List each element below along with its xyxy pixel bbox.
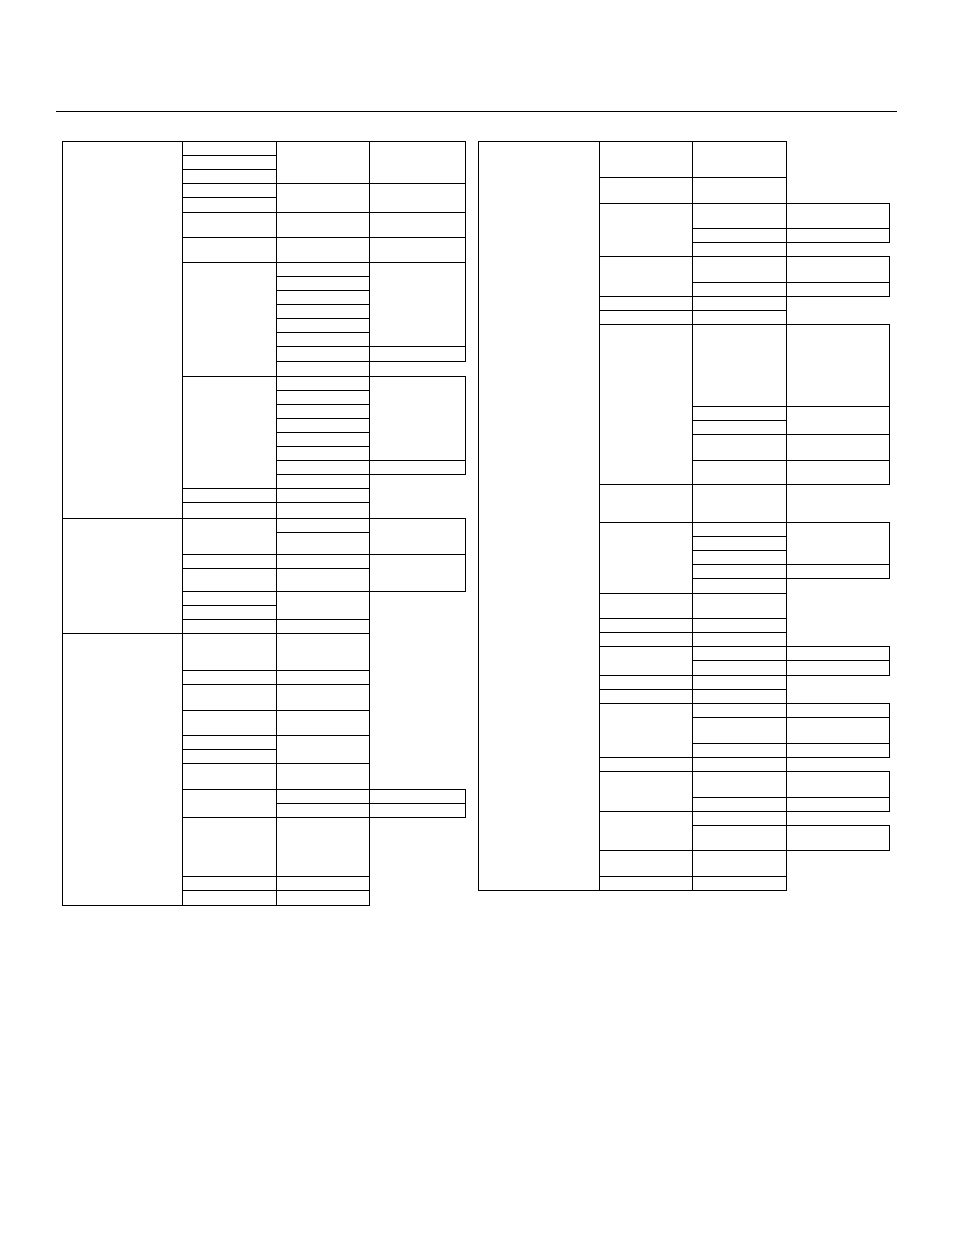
tree-cell bbox=[692, 296, 787, 311]
tree-cell bbox=[692, 850, 787, 877]
tree-cell bbox=[599, 310, 693, 325]
tree-cell bbox=[692, 550, 787, 565]
tree-cell bbox=[599, 484, 693, 523]
tree-cell bbox=[692, 522, 787, 537]
tree-cell bbox=[599, 689, 693, 704]
tree-cell bbox=[692, 660, 787, 676]
tree-cell bbox=[692, 141, 787, 178]
tree-cell bbox=[692, 420, 787, 435]
tree-cell bbox=[692, 434, 787, 461]
tree-cell bbox=[599, 876, 693, 891]
tree-cell bbox=[786, 522, 890, 565]
tree-cell bbox=[599, 177, 693, 204]
tree-cell bbox=[786, 203, 890, 229]
tree-cell bbox=[692, 689, 787, 704]
tree-cell bbox=[692, 797, 787, 812]
tree-cell bbox=[692, 484, 787, 523]
tree-cell bbox=[692, 310, 787, 325]
tree-cell bbox=[599, 757, 693, 772]
tree-cell bbox=[692, 228, 787, 243]
tree-cell bbox=[786, 797, 890, 812]
tree-cell bbox=[692, 177, 787, 204]
tree-cell bbox=[599, 850, 693, 877]
tree-cell bbox=[786, 282, 890, 297]
tree-cell bbox=[599, 141, 693, 178]
tree-cell bbox=[599, 771, 693, 812]
tree-cell bbox=[599, 296, 693, 311]
tree-cell bbox=[692, 876, 787, 891]
tree-cell bbox=[599, 675, 693, 690]
tree-cell bbox=[692, 242, 787, 257]
tree-cell bbox=[692, 703, 787, 718]
tree-cell bbox=[692, 406, 787, 421]
tree-cell bbox=[786, 703, 890, 718]
tree-cell bbox=[786, 825, 890, 851]
tree-cell bbox=[786, 771, 890, 798]
tree-cell bbox=[786, 256, 890, 283]
tree-cell bbox=[786, 564, 890, 579]
tree-cell bbox=[786, 646, 890, 661]
tree-cell bbox=[599, 522, 693, 594]
tree-cell bbox=[786, 434, 890, 461]
tree-cell bbox=[692, 618, 787, 633]
tree-cell bbox=[786, 228, 890, 243]
tree-cell bbox=[692, 203, 787, 229]
tree-cell bbox=[599, 324, 693, 485]
tree-cell bbox=[692, 578, 787, 594]
tree-cell bbox=[478, 141, 600, 891]
tree-cell bbox=[599, 203, 693, 257]
tree-cell bbox=[692, 632, 787, 647]
tree-cell bbox=[692, 282, 787, 297]
tree-cell bbox=[692, 460, 787, 485]
tree-cell bbox=[599, 811, 693, 851]
tree-cell bbox=[692, 771, 787, 798]
tree-cell bbox=[599, 593, 693, 619]
tree-cell bbox=[692, 743, 787, 758]
tree-cell bbox=[692, 675, 787, 690]
tree-cell bbox=[692, 324, 787, 407]
tree-cell bbox=[692, 646, 787, 661]
tree-cell bbox=[692, 256, 787, 283]
tree-cell bbox=[599, 646, 693, 676]
tree-cell bbox=[786, 743, 890, 758]
tree-cell bbox=[692, 717, 787, 744]
tree-cell bbox=[786, 460, 890, 485]
tree-cell bbox=[599, 256, 693, 297]
tree-cell bbox=[599, 703, 693, 758]
tree-cell bbox=[692, 811, 787, 826]
tree-cell bbox=[692, 536, 787, 551]
tree-cell bbox=[599, 618, 693, 633]
tree-cell bbox=[786, 717, 890, 744]
tree-cell bbox=[692, 825, 787, 851]
tree-cell bbox=[786, 660, 890, 676]
tree-cell bbox=[786, 324, 890, 407]
tree-cell bbox=[786, 406, 890, 435]
tree-cell bbox=[599, 632, 693, 647]
tree-cell bbox=[692, 593, 787, 619]
tree-cell bbox=[692, 757, 787, 772]
tree-cell bbox=[692, 564, 787, 579]
